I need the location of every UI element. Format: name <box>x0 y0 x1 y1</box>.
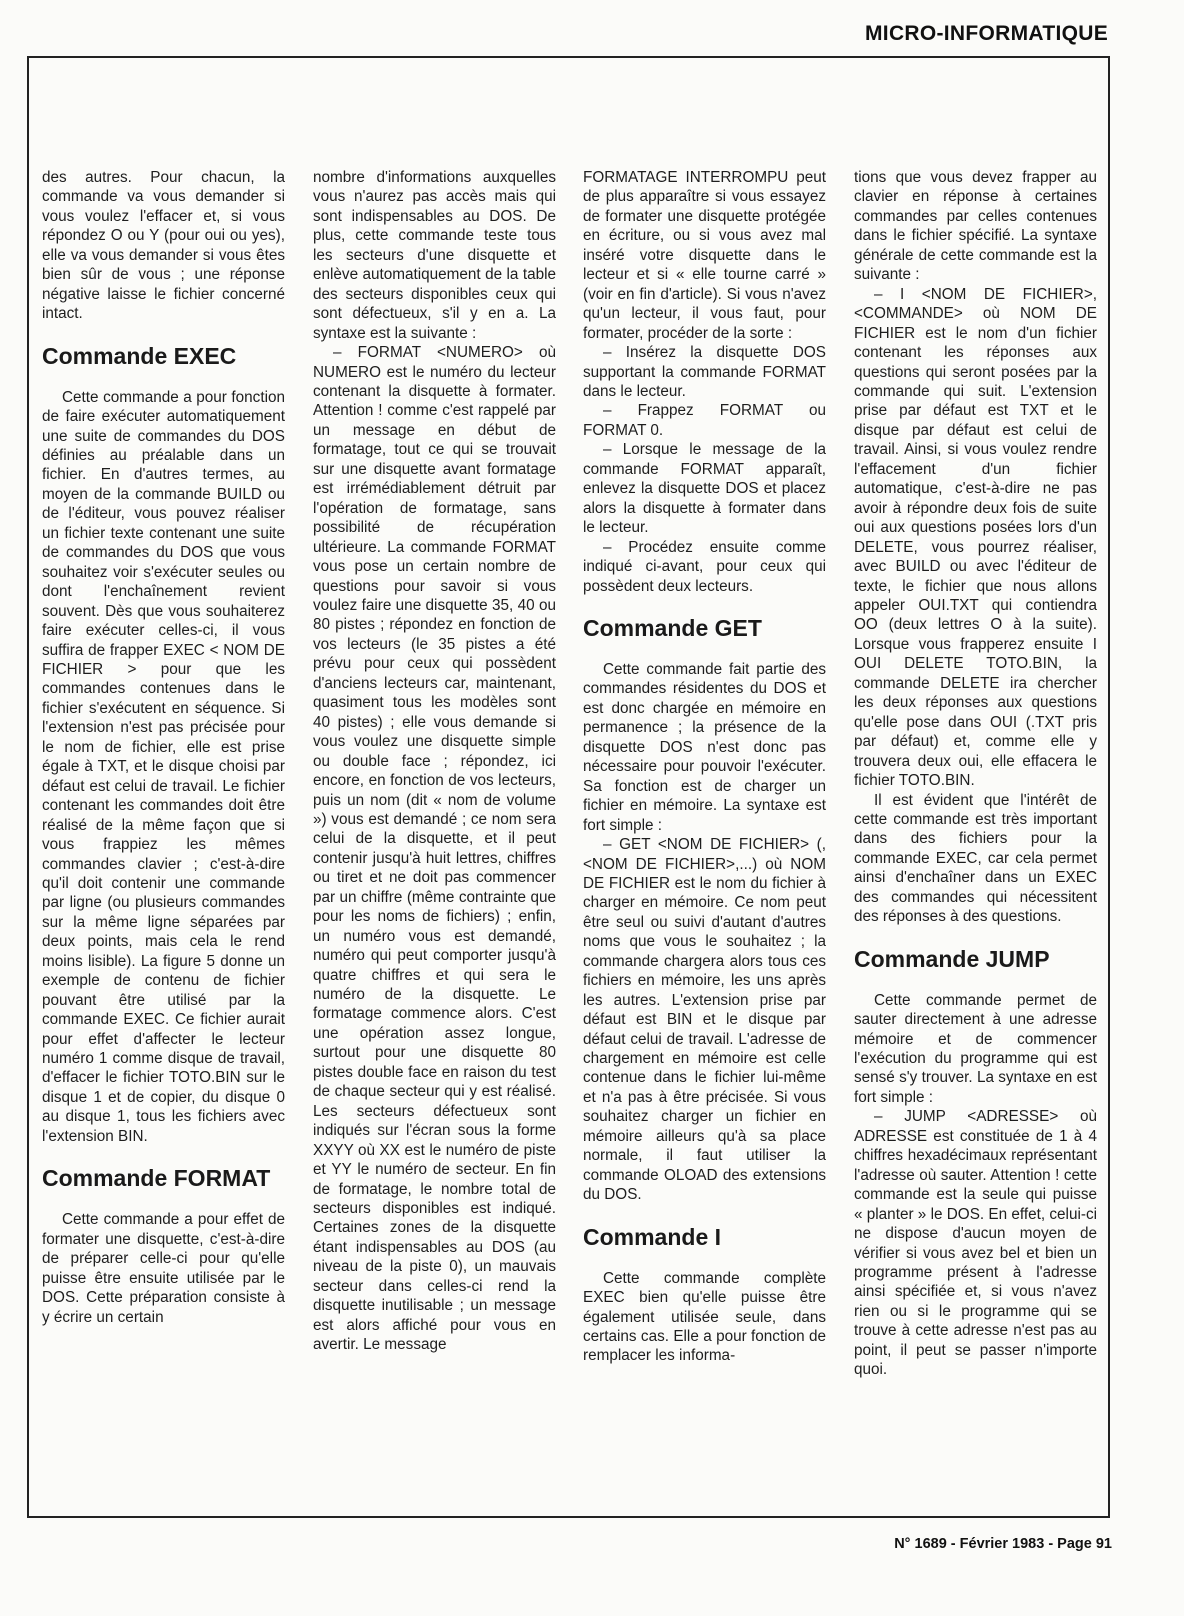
paragraph: – FORMAT <NUMERO> où NUMERO est le numéro du lecteur contenant la disquette à formater. Attention ! comme c'est rappelé par un message en début de formatage, tout ce qui se trouvait sur une disquette avant formatage est irrémédiablement détruit par l'opération de formatage, sans possibilité de récupération ultérieure. La commande FORMAT vous pose un certain nombre de questions pour savoir si vous voulez faire une disquette 35, 40 ou 80 pistes ; répondez en fonction de vos lecteurs (le 35 pistes a été prévu pour ceux qui possèdent d'anciens lecteurs car, maintenant, quasiment tous les modèles sont 40 pistes) ; elle vous demande si vous voulez une disquette simple ou double face ; répondez, ici encore, en fonction de vos lecteurs, puis un nom (dit « nom de volume ») vous est demandé ; ce nom sera celui de la disquette, et il peut contenir jusqu'à huit lettres, chiffres ou tiret et ne doit pas commencer par un chiffre (même contrainte que pour les noms de fichiers) ; enfin, un numéro vous est demandé, numéro qui peut comporter jusqu'à quatre chiffres et qui sera le numéro de la disquette. Le formatage commence alors. C'est une opération assez longue, surtout pour une disquette 80 pistes double face en raison du test de chaque secteur qui y est réalisé. Les secteurs défectueux sont indiqués sur l'écran sous la forme XXYY où XX est le numéro de piste et YY le numéro de secteur. En fin de formatage, le nombre total de secteurs disponibles est indiqué. Certaines zones de la disquette étant indispensables au DOS (au niveau de la piste 0), un mauvais secteur dans celles-ci rend la disquette inutilisable ; un message est alors affiché pour vous en avertir. Le message <box>313 344 556 1354</box>
paragraph: – GET <NOM DE FICHIER> (, <NOM DE FICHIER>,...) où NOM DE FICHIER est le nom du fichier à charger en mémoire. Ce nom peut être seul ou suivi d'autant d'autres noms que vous le souhaitez ; la commande chargera alors tous ces fichiers en mémoire, les uns après les autres. L'extension prise par défaut est BIN et le disque par défaut celui de travail. L'adresse de chargement en mémoire est celle contenue dans le fichier lui-même et n'a pas à être précisée. Si vous souhaitez charger un fichier en mémoire ailleurs qu'à sa place normale, il faut utiliser la commande OLOAD des extensions du DOS. <box>583 836 826 1204</box>
paragraph: Cette commande complète EXEC bien qu'elle puisse être également utilisée seule, dans certains cas. Elle a pour fonction de remplacer les informa- <box>583 1269 826 1365</box>
paragraph: – I <NOM DE FICHIER>, <COMMANDE> où NOM DE FICHIER est le nom d'un fichier contenant les réponses aux questions qui seront posées par la commande qui suit. L'extension prise par défaut est TXT et le disque par défaut est celui de travail. Ainsi, si vous voulez rendre l'effacement d'un fichier automatique, c'est-à-dire ne pas avoir à répondre deux fois de suite oui aux questions posées lors d'un DELETE, vous pourrez réaliser, avec BUILD ou avec l'éditeur de texte, le fichier que nous allons appeler OUI.TXT qui contiendra OO (deux lettres O à la suite). Lorsque vous frapperez ensuite I OUI DELETE TOTO.BIN, la commande DELETE ira chercher les deux réponses aux questions qu'elle pose dans OUI (.TXT pris par défaut) et, comme elle y trouvera deux oui, elle effacera le fichier TOTO.BIN. <box>854 285 1097 790</box>
paragraph: Cette commande permet de sauter directement à une adresse mémoire et de commencer l'exécution du programme qui est sensé s'y trouver. La syntaxe en est fort simple : <box>854 991 1097 1106</box>
paragraph: nombre d'informations auxquelles vous n'aurez pas accès mais qui sont indispensables au DOS. De plus, cette commande teste tous les secteurs d'une disquette et enlève automatiquement de la table des secteurs disponibles ceux qui sont défectueux, s'il y en a. La syntaxe est la suivante : <box>313 169 556 342</box>
paragraph: – Lorsque le message de la commande FORMAT apparaît, enlevez la disquette DOS et placez alors la disquette à formater dans le lecteur. <box>583 441 826 537</box>
section-heading: Commande JUMP <box>854 945 1050 972</box>
paragraph: – Frappez FORMAT ou FORMAT 0. <box>583 402 826 439</box>
column-3 <box>583 168 826 1366</box>
section-heading: Commande FORMAT <box>42 1165 271 1192</box>
paragraph: – JUMP <ADRESSE> où ADRESSE est constituée de 1 à 4 chiffres hexadécimaux représentant l'adresse où sauter. Attention ! cette commande est la seule qui puisse « planter » le DOS. En effet, celui-ci ne dispose d'aucun moyen de vérifier si vous avez bel et bien un programme présent à l'adresse ainsi spécifiée et, si vous n'avez rien ou si le programme qui se trouve à cette adresse n'est pas au point, il peut se passer n'importe quoi. <box>854 1108 1097 1379</box>
paragraph: – Procédez ensuite comme indiqué ci-avant, pour ceux qui possèdent deux lecteurs. <box>583 538 826 595</box>
section-heading: Commande I <box>583 1223 722 1250</box>
paragraph: Cette commande a pour fonction de faire exécuter automatiquement une suite de commandes du DOS définies au préalable dans un fichier. En d'autres termes, au moyen de la commande BUILD ou de l'éditeur, vous pouvez réaliser un fichier texte contenant une suite de commandes du DOS que vous souhaitez voir s'exécuter seules ou dont l'enchaînement revient souvent. Dès que vous souhaiterez faire exécuter celles-ci, il vous suffira de frapper EXEC < NOM DE FICHIER > pour que les commandes contenues dans le fichier s'exécutent en séquence. Si l'extension n'est pas précisée pour le nom de fichier, elle est prise égale à TXT, et le disque choisi par défaut est celui de travail. Le fichier contenant les commandes doit être réalisé de la même façon que si vous frappiez les mêmes commandes clavier ; c'est-à-dire qu'il doit contenir une commande par ligne (ou plusieurs commandes sur la même ligne séparées par deux points, mais cela le rend moins lisible). La figure 5 donne un exemple de contenu de fichier pouvant être utilisé par la commande EXEC. Ce fichier aurait pour effet d'affecter le lecteur numéro 1 comme disque de travail, d'effacer le fichier TOTO.BIN sur le disque 1 et de copier, du disque 0 au disque 1, tous les fichiers avec l'extension BIN. <box>42 388 285 1145</box>
paragraph: Il est évident que l'intérêt de cette commande est très important dans des fichiers pour la commande EXEC, car cela permet ainsi d'enchaîner dans un EXEC des commandes qui nécessitent des réponses à des questions. <box>854 791 1097 926</box>
section-heading: Commande GET <box>583 614 762 641</box>
paragraph: Cette commande a pour effet de formater une disquette, c'est-à-dire de préparer celle-ci pour qu'elle puisse être ensuite utilisée par le DOS. Cette préparation consiste à y écrire un certain <box>42 1211 285 1326</box>
column-2 <box>313 168 556 1355</box>
paragraph: FORMATAGE INTERROMPU peut de plus apparaître si vous essayez de formater une disquette protégée en écriture, ou si vous avez mal inséré votre disquette dans le lecteur et si « elle tourne carré » (voir en fin d'article). Si vous n'avez qu'un lecteur, il vous faut, pour formater, procéder de la sorte : <box>583 169 826 342</box>
column-4 <box>854 168 1097 1380</box>
paragraph: – Insérez la disquette DOS supportant la commande FORMAT dans le lecteur. <box>583 344 826 400</box>
paragraph: Cette commande fait partie des commandes résidentes du DOS et est donc chargée en mémoire en permanence ; la présence de la disquette DOS n'est donc pas nécessaire pour pouvoir l'exécuter. Sa fonction est de charger un fichier en mémoire. La syntaxe est fort simple : <box>583 660 826 834</box>
section-header: MICRO-INFORMATIQUE <box>865 22 1108 45</box>
paragraph: tions que vous devez frapper au clavier en réponse à certaines commandes par celles contenues dans le fichier spécifié. La syntaxe générale de cette commande est la suivante : <box>854 169 1097 284</box>
section-heading: Commande EXEC <box>42 342 237 369</box>
column-1 <box>42 168 285 1327</box>
page-footer: N° 1689 - Février 1983 - Page 91 <box>894 1536 1112 1552</box>
paragraph: des autres. Pour chacun, la commande va vous demander si vous voulez l'effacer et, si vous répondez O ou Y (pour oui ou yes), elle va vous demander si vous êtes bien sûr de vous ; une réponse négative laisse le fichier concerné intact. <box>42 169 285 323</box>
